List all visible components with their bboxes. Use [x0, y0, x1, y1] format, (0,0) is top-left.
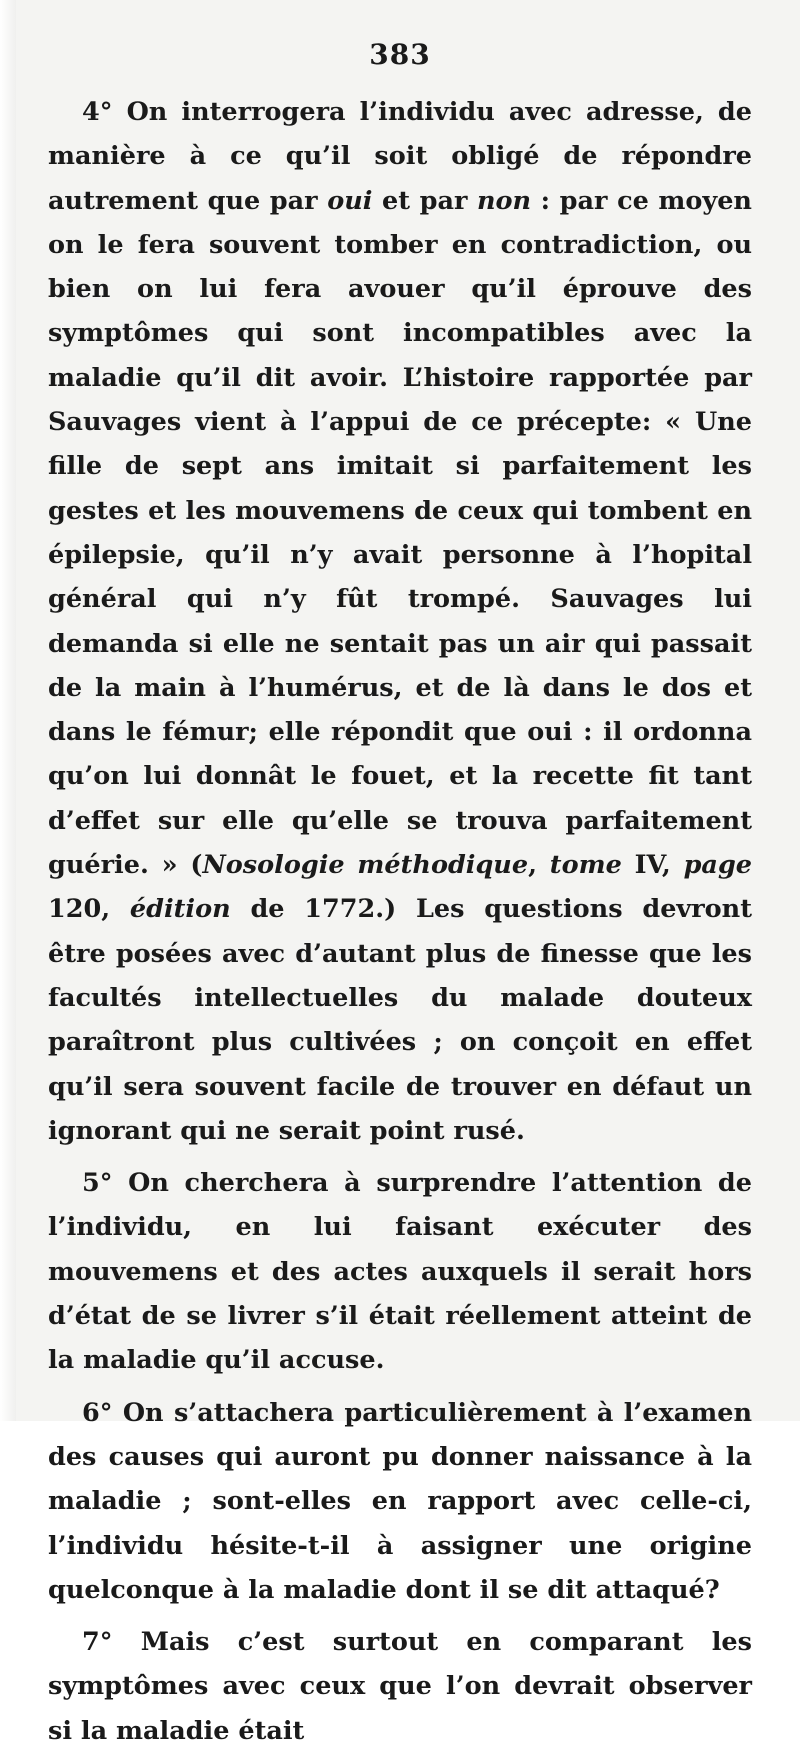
- italic-text-run: édition: [129, 894, 231, 925]
- italic-text-run: tome: [549, 850, 622, 881]
- text-run: de 1772.) Les questions devront être posées avec d’autant plus de finesse que les facultés intellectuelles du malade douteux paraîtront plus cultivées ; on conçoit en effet qu’il sera souvent facile de trouver en défaut un ignorant qui ne serait point rusé.: [48, 894, 752, 1146]
- italic-text-run: Nosologie méthodique: [202, 850, 529, 881]
- italic-text-run: page: [683, 850, 753, 881]
- text-run: et par: [372, 185, 477, 216]
- paragraph-4: [48, 90, 752, 1153]
- italic-text-run: non: [477, 185, 532, 216]
- text-run: 6° On s’attachera particulièrement à l’examen des causes qui auront pu donner naissance à la maladie ; sont-elles en rapport avec celle-ci, l’individu hésite-t-il à assigner une origine quelconque à la maladie dont il se dit attaqué?: [48, 1397, 752, 1605]
- text-run: 4° On interrogera l’individu avec adresse, de manière à ce qu’il soit obligé de répondre autrement que par: [48, 97, 752, 216]
- text-run: IV,: [621, 850, 684, 881]
- paragraph-7: [48, 1620, 752, 1753]
- text-run: : par ce moyen on le fera souvent tomber en contradiction, ou bien on lui fera avouer qu’il éprouve des symptômes qui sont incompatibles avec la maladie qu’il dit avoir. L’histoire rapportée par Sauvages vient à l’appui de ce précepte: « Une fille de sept ans imitait si parfaitement les gestes et les mouvemens de ceux qui tombent en épilepsie, qu’il n’y avait personne à l’hopital général qui n’y fût trompé. Sauvages lui demanda si elle ne sentait pas un air qui passait de la main à l’humérus, et de là dans le dos et dans le fémur; elle répondit que oui : il ordonna qu’on lui donnât le fouet, et la recette fit tant d’effet sur elle qu’elle se trouva parfaitement guérie. » (: [48, 185, 752, 881]
- page-number: 383: [369, 38, 431, 71]
- paragraph-6: [48, 1391, 752, 1612]
- text-run: 7° Mais c’est surtout en comparant les symptômes avec ceux que l’on devrait observer si la maladie était: [48, 1627, 752, 1746]
- body-text: [48, 90, 752, 1753]
- italic-text-run: oui: [327, 185, 373, 216]
- text-run: 5° On cherchera à surprendre l’attention de l’individu, en lui faisant exécuter des mouvemens et des actes auxquels il serait hors d’état de se livrer s’il était réellement atteint de la maladie qu’il accuse.: [48, 1168, 752, 1376]
- page-edge-shadow: [0, 0, 16, 1421]
- text-run: 120,: [48, 894, 130, 925]
- text-run: ,: [528, 850, 550, 881]
- paragraph-5: [48, 1161, 752, 1382]
